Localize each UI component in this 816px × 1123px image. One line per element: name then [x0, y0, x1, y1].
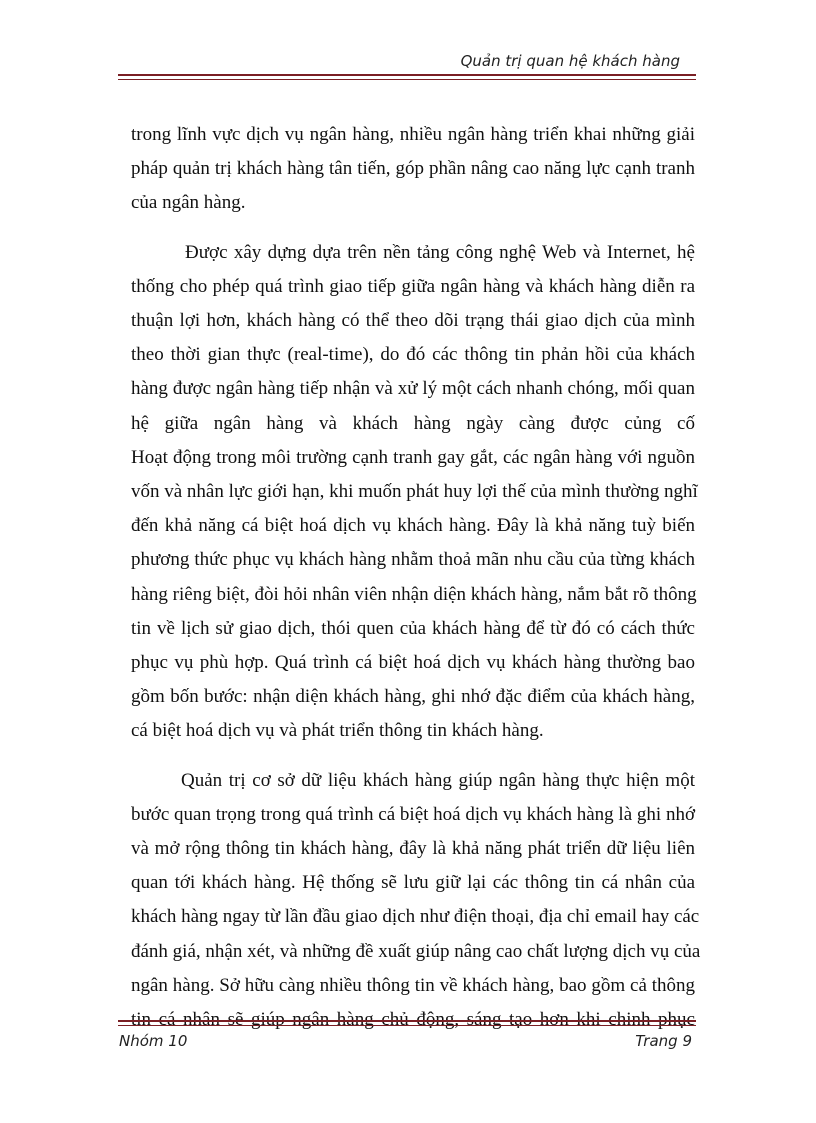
paragraph-line: Quản trị cơ sở dữ liệu khách hàng giúp ngân hàng thực hiện một [181, 769, 695, 791]
paragraph-line: thuận lợi hơn, khách hàng có thể theo dõi trạng thái giao dịch của mình [131, 310, 695, 332]
paragraph-2 [131, 236, 698, 749]
paragraph-line: phương thức phục vụ khách hàng nhằm thoả mãn nhu cầu của từng khách [131, 549, 695, 571]
page-number: Trang 9 [635, 1032, 692, 1050]
footer-rule-bottom [118, 1025, 696, 1026]
paragraph-line: hệ giữa ngân hàng và khách hàng ngày càng được củng cố [131, 412, 695, 434]
paragraph-line: và mở rộng thông tin khách hàng, đây là khả năng phát triển dữ liệu liên [131, 838, 695, 860]
paragraph-line: hàng được ngân hàng tiếp nhận và xử lý một cách nhanh chóng, mối quan [131, 378, 695, 400]
paragraph-line: của ngân hàng. [131, 192, 246, 214]
paragraph-3 [131, 764, 701, 1038]
paragraph-line: cá biệt hoá dịch vụ và phát triển thông tin khách hàng. [131, 720, 544, 742]
paragraph-line: khách hàng ngay từ lần đầu giao dịch như điện thoại, địa chỉ email hay các [131, 906, 700, 928]
header-rule-bottom [118, 79, 696, 80]
paragraph-line: theo thời gian thực (real-time), do đó các thông tin phản hồi của khách [131, 344, 695, 366]
header-title: Quản trị quan hệ khách hàng [460, 52, 680, 70]
paragraph-line: Hoạt động trong môi trường cạnh tranh gay gắt, các ngân hàng với nguồn [131, 446, 695, 468]
paragraph-line: ngân hàng. Sở hữu càng nhiều thông tin về khách hàng, bao gồm cả thông [131, 974, 695, 996]
paragraph-line: vốn và nhân lực giới hạn, khi muốn phát huy lợi thế của mình thường nghĩ [131, 481, 698, 503]
paragraph-line: đến khả năng cá biệt hoá dịch vụ khách hàng. Đây là khả năng tuỳ biến [131, 515, 695, 537]
paragraph-line: gồm bốn bước: nhận diện khách hàng, ghi nhớ đặc điểm của khách hàng, [131, 686, 695, 708]
paragraph-line: Được xây dựng dựa trên nền tảng công nghệ Web và Internet, hệ [185, 241, 695, 263]
paragraph-line: phục vụ phù hợp. Quá trình cá biệt hoá dịch vụ khách hàng thường bao [131, 652, 695, 674]
paragraph-line: tin về lịch sử giao dịch, thói quen của khách hàng để từ đó có cách thức [131, 617, 695, 639]
paragraph-line: pháp quản trị khách hàng tân tiến, góp phần nâng cao năng lực cạnh tranh [131, 158, 695, 180]
paragraph-line: quan tới khách hàng. Hệ thống sẽ lưu giữ lại các thông tin cá nhân của [131, 872, 695, 894]
footer-rule-top [118, 1020, 696, 1022]
paragraph-1 [131, 118, 695, 221]
paragraph-line: bước quan trọng trong quá trình cá biệt hoá dịch vụ khách hàng là ghi nhớ [131, 803, 695, 825]
paragraph-line: đánh giá, nhận xét, và những đề xuất giúp nâng cao chất lượng dịch vụ của [131, 940, 701, 962]
body-text [131, 118, 701, 1037]
header-rule-top [118, 74, 696, 76]
footer-group-name: Nhóm 10 [119, 1032, 188, 1050]
paragraph-line: hàng riêng biệt, đòi hỏi nhân viên nhận diện khách hàng, nắm bắt rõ thông [131, 583, 697, 605]
paragraph-line: trong lĩnh vực dịch vụ ngân hàng, nhiều ngân hàng triển khai những giải [131, 124, 695, 145]
paragraph-line: tin cá nhân sẽ giúp ngân hàng chủ động, sáng tạo hơn khi chinh phục [131, 1009, 695, 1031]
paragraph-line: thống cho phép quá trình giao tiếp giữa ngân hàng và khách hàng diễn ra [131, 275, 695, 297]
